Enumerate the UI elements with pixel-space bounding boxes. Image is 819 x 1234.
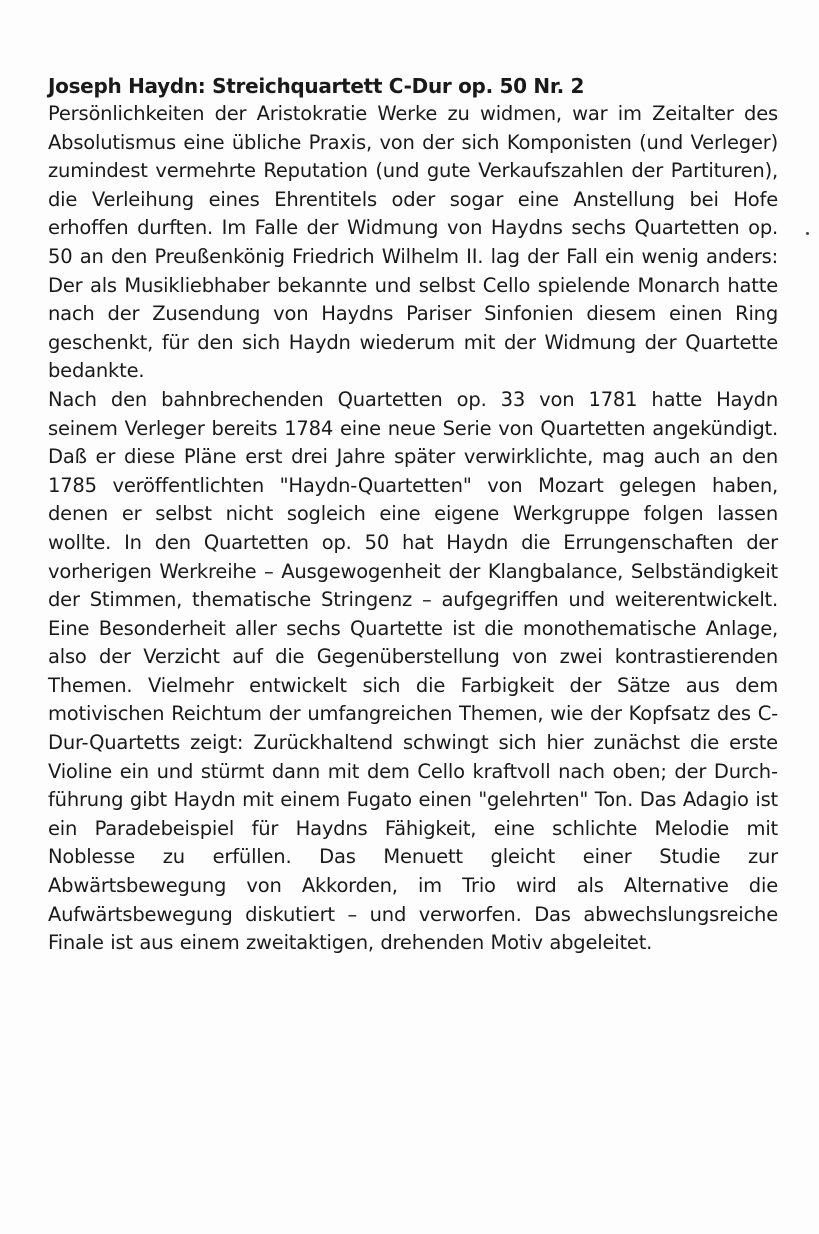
document-title: Joseph Haydn: Streichquartett C-Dur op. 50 Nr. 2 (48, 74, 585, 98)
scan-speck (806, 232, 809, 235)
paragraph-analysis: Nach den bahnbrechenden Quartetten op. 33 von 1781 hatte Haydn seinem Verleger bereits 1784 eine neue Serie von Quartetten angekündigt. Daß er diese Pläne erst drei Jahre später verwirklichte, mag auch an den 1785 veröffentlichten "Haydn-Quartetten" von Mozart gelegen haben, denen er selbst nicht sogleich eine eigene Werkgruppe folgen lassen wollte. In den Quartetten op. 50 hat Haydn die Errungenschaften der vorherigen Werkreihe – Ausgewogenheit der Klangbalance, Selbständigkeit der Stimmen, thematische Stringenz – aufgegriffen und weiterentwickelt. Eine Besonderheit aller sechs Quartette ist die monothematische Anlage, also der Verzicht auf die Gegenüberstellung von zwei kontrastierenden Themen. Vielmehr entwickelt sich die Farbigkeit der Sätze aus dem motivischen Reichtum der umfangreichen Themen, wie der Kopfsatz des C-Dur-Quartetts zeigt: Zurückhaltend schwingt sich hier zunächst die erste Violine ein und stürmt dann mit dem Cello kraftvoll nach oben; der Durchführung gibt Haydn mit einem Fugato einen "gelehrten" Ton. Das Adagio ist ein Paradebeispiel für Haydns Fähigkeit, eine schlichte Melodie mit Noblesse zu erfüllen. Das Menuett gleicht einer Studie zur Abwärtsbewegung von Akkorden, im Trio wird als Alternative die Aufwärtsbewegung diskutiert – und verworfen. Das abwechslungsreiche Finale ist aus einem zweitaktigen, drehenden Motiv abgeleitet. (48, 387, 778, 955)
paragraph-dedication: Persönlichkeiten der Aristokratie Werke zu widmen, war im Zeitalter des Absolutismus eine übliche Praxis, von der sich Komponisten (und Verleger) zumindest vermehrte Reputation (und gute Verkaufszahlen der Partituren), die Verleihung eines Ehrentitels oder sogar eine Anstellung bei Hofe erhoffen durften. Im Falle der Widmung von Haydns sechs Quartetten op. 50 an den Preußenkönig Friedrich Wilhelm II. lag der Fall ein wenig anders: Der als Musikliebhaber bekannte und selbst Cello spielende Monarch hatte nach der Zusendung von Haydns Pariser Sinfonien diesem einen Ring geschenkt, für den sich Haydn wiederum mit der Widmung der Quartette bedankte. (48, 102, 778, 383)
document-body (48, 72, 778, 958)
